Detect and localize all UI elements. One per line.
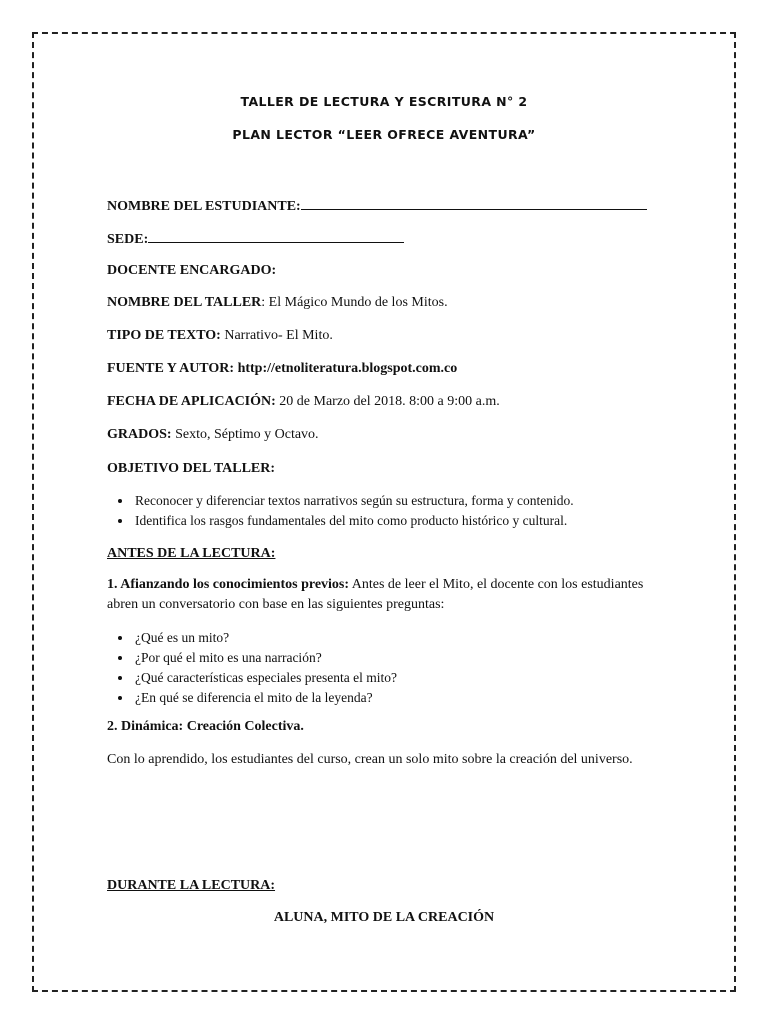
student-name-field[interactable] <box>107 197 647 215</box>
sede-label: SEDE: <box>107 232 149 247</box>
list-item: • ¿Qué características especiales presenta el mito? <box>133 668 397 688</box>
document-title: TALLER DE LECTURA Y ESCRITURA N° 2 <box>240 94 528 109</box>
student-name-label: NOMBRE DEL ESTUDIANTE: <box>107 199 301 214</box>
list-item: • Reconocer y diferenciar textos narrativos según su estructura, forma y contenido. <box>133 491 574 511</box>
questions-list <box>107 628 397 708</box>
tipo-line <box>107 328 333 344</box>
tipo-label: TIPO DE TEXTO: <box>107 328 221 343</box>
fuente-line <box>107 361 457 377</box>
antes-p1-bold: 1. Afianzando los conocimientos previos: <box>107 577 350 592</box>
student-name-blank[interactable] <box>301 197 647 210</box>
taller-line <box>107 295 448 311</box>
dinamica-paragraph: Con lo aprendido, los estudiantes del curso, crean un solo mito sobre la creación del universo. <box>107 752 633 767</box>
antes-p1-text: Antes de leer el Mito, el docente con los estudiantes abren un conversatorio con base en las siguientes preguntas: <box>107 577 644 612</box>
sede-field[interactable] <box>107 230 404 248</box>
list-item: • ¿Qué es un mito? <box>133 628 397 648</box>
tipo-value: Narrativo- El Mito. <box>220 328 333 343</box>
fecha-line <box>107 394 500 410</box>
fuente-value: http://etnoliteratura.blogspot.com.co <box>234 361 458 376</box>
docente-label: DOCENTE ENCARGADO: <box>107 263 277 278</box>
objetivo-list <box>107 491 574 531</box>
antes-heading: ANTES DE LA LECTURA: <box>107 546 276 561</box>
grados-line <box>107 427 319 443</box>
grados-value: Sexto, Séptimo y Octavo. <box>171 427 319 442</box>
fecha-label: FECHA DE APLICACIÓN: <box>107 394 276 409</box>
objetivo-heading: OBJETIVO DEL TALLER: <box>107 461 276 476</box>
durante-heading: DURANTE LA LECTURA: <box>107 878 276 893</box>
document-subtitle: PLAN LECTOR “LEER OFRECE AVENTURA” <box>232 127 536 142</box>
fuente-label: FUENTE Y AUTOR: <box>107 361 235 376</box>
list-item: • ¿Por qué el mito es una narración? <box>133 648 397 668</box>
fecha-value: 20 de Marzo del 2018. 8:00 a 9:00 a.m. <box>275 394 500 409</box>
story-title: ALUNA, MITO DE LA CREACIÓN <box>273 910 495 925</box>
taller-value: : El Mágico Mundo de los Mitos. <box>261 295 448 310</box>
antes-paragraph-1 <box>107 575 667 615</box>
list-item: • Identifica los rasgos fundamentales del mito como producto histórico y cultural. <box>133 511 574 531</box>
taller-label: NOMBRE DEL TALLER <box>107 295 262 310</box>
dinamica-heading: 2. Dinámica: Creación Colectiva. <box>107 719 304 734</box>
list-item: • ¿En qué se diferencia el mito de la leyenda? <box>133 688 397 708</box>
sede-blank[interactable] <box>148 230 404 243</box>
grados-label: GRADOS: <box>107 427 172 442</box>
